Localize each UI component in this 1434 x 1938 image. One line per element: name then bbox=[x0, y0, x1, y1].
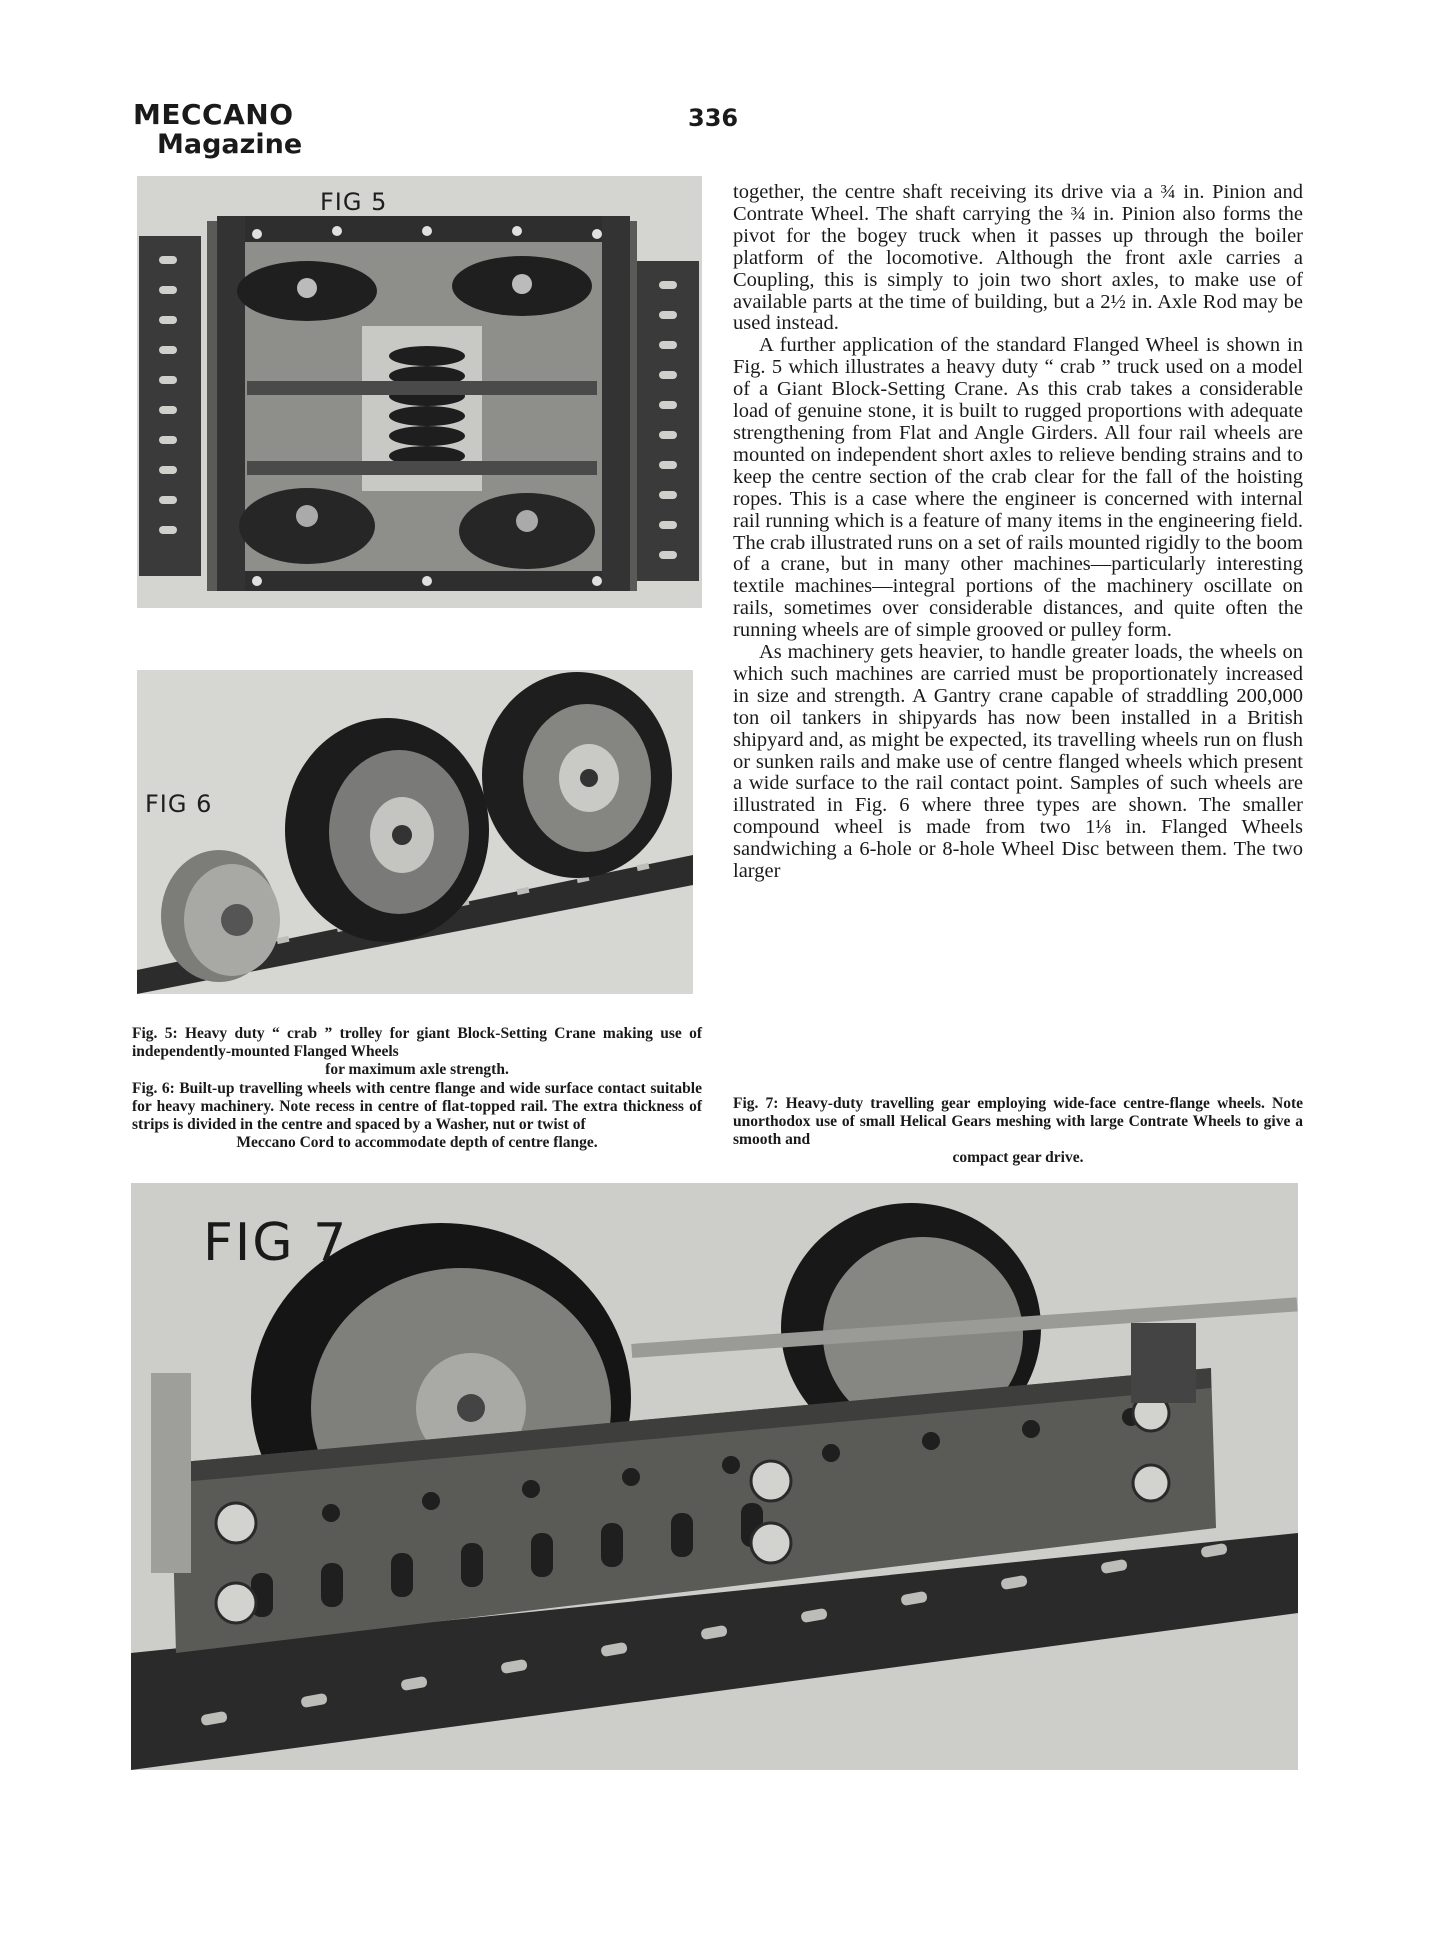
fig5-label: FIG 5 bbox=[320, 188, 388, 216]
masthead-subtitle: Magazine bbox=[157, 129, 303, 160]
fig5-caption-text: Fig. 5: Heavy duty “ crab ” trolley for giant Block-Setting Crane making use of independently-mounted Flanged Wheels bbox=[132, 1025, 702, 1060]
fig7-label: FIG 7 bbox=[203, 1213, 349, 1273]
fig5-photo bbox=[137, 176, 702, 608]
fig6-illustration bbox=[137, 670, 693, 994]
masthead bbox=[133, 100, 302, 160]
fig6-photo bbox=[137, 670, 693, 994]
fig5-illustration bbox=[137, 176, 702, 608]
article-paragraph: As machinery gets heavier, to handle greater loads, the wheels on which such machines are carried must be proportionately increased in size and strength. A Gantry crane capable of straddling 200,000 ton oil tankers in shipyards has now been installed in a British shipyard and, as might be expected, its travelling wheels run on flush or sunken rails and make use of centre flanged wheels which present a wide surface to the rail contact point. Samples of such wheels are illustrated in Fig. 6 where three types are shown. The smaller compound wheel is made from two 1⅛ in. Flanged Wheels sandwiching a 6-hole or 8-hole Wheel Disc between them. The two larger bbox=[733, 641, 1303, 883]
fig7-photo bbox=[131, 1183, 1298, 1770]
article-paragraph: A further application of the standard Flanged Wheel is shown in Fig. 5 which illustrates a heavy duty “ crab ” truck used on a model of a Giant Block-Setting Crane. As this crab takes a considerable load of genuine stone, it is built to rugged proportions with adequate strengthening from Flat and Angle Girders. All four rail wheels are mounted on independent short axles to relieve bending strains and to keep the centre section of the crab clear for the fall of the hoisting ropes. This is a case where the engineer is concerned with internal rail running which is a feature of many items in the engineering field. The crab illustrated runs on a set of rails mounted rigidly to the boom of a crane, but in many other machines—particularly interesting textile machines—integral portions of the machinery oscillate on rails, sometimes over considerable distances, and quite often the running wheels are of simple grooved or pulley form. bbox=[733, 334, 1303, 642]
page-number: 336 bbox=[688, 104, 739, 132]
fig6-caption-last: Meccano Cord to accommodate depth of centre flange. bbox=[236, 1134, 598, 1151]
fig7-caption bbox=[733, 1095, 1303, 1167]
fig6-caption-text: Fig. 6: Built-up travelling wheels with centre flange and wide surface contact suitable for heavy machinery. Note recess in centre of flat-topped rail. The extra thickness of strips is divided in the centre and spaced by a Washer, nut or twist of bbox=[132, 1080, 702, 1133]
fig7-caption-last: compact gear drive. bbox=[952, 1149, 1084, 1166]
article-body bbox=[733, 182, 1303, 883]
fig5-caption-last: for maximum axle strength. bbox=[325, 1061, 509, 1078]
article-paragraph: together, the centre shaft receiving its drive via a ¾ in. Pinion and Contrate Wheel. The shaft carrying the ¾ in. Pinion also forms the pivot for the bogey truck when it passes up through the boiler platform of the locomotive. Although the front axle carries a Coupling, this is simply to join two short axles, to make use of available parts at the time of building, but a 2½ in. Axle Rod may be used instead. bbox=[733, 181, 1303, 335]
fig6-label: FIG 6 bbox=[145, 790, 213, 818]
fig6-caption bbox=[132, 1080, 702, 1152]
fig7-caption-text: Fig. 7: Heavy-duty travelling gear employing wide-face centre-flange wheels. Note unorthodox use of small Helical Gears meshing with large Contrate Wheels to give a smooth and bbox=[733, 1095, 1303, 1148]
fig5-caption bbox=[132, 1025, 702, 1079]
masthead-title: MECCANO bbox=[133, 98, 294, 131]
